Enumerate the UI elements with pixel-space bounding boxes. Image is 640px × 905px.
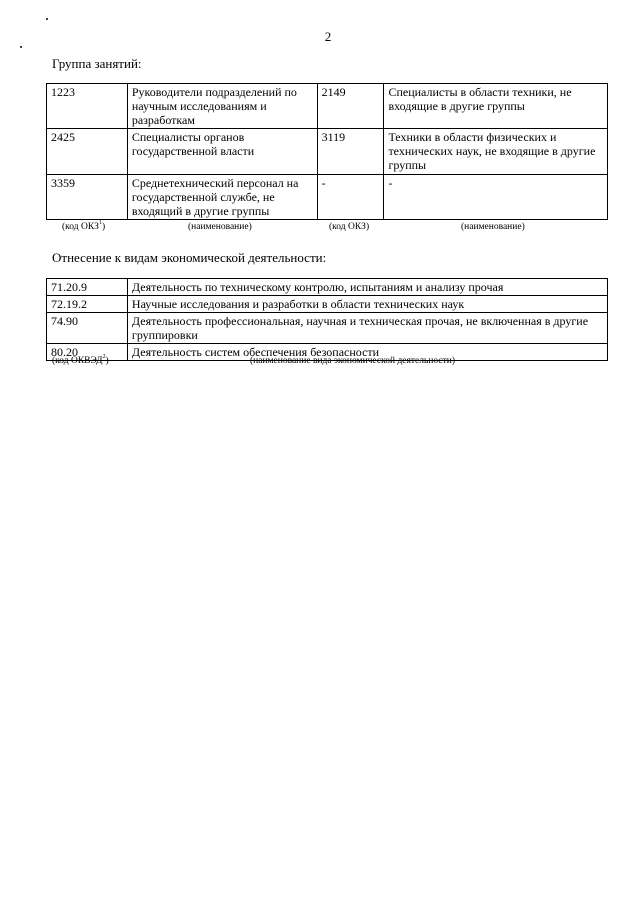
- okved-name-cell: Научные исследования и разработки в области технических наук: [127, 296, 607, 313]
- okz-code-caption: [62, 222, 105, 232]
- table-row: [47, 296, 608, 313]
- occupation-table: [46, 83, 608, 220]
- okz-code-caption-text: (код ОКЗ: [62, 222, 99, 232]
- okz-code-cell: 3359: [47, 175, 128, 220]
- okz-code-caption-tail: ): [101, 222, 106, 232]
- okved-code-cell: 74.90: [47, 313, 128, 344]
- okz-code-cell: 3119: [317, 129, 384, 175]
- okz-name-cell: Техники в области физических и технических наук, не входящие в другие группы: [384, 129, 608, 175]
- scan-speck: [46, 18, 48, 20]
- page-number: 2: [324, 29, 332, 44]
- okz-code-cell: -: [317, 175, 384, 220]
- footnote-marker: 1: [98, 220, 102, 226]
- scan-speck: [20, 46, 22, 48]
- okz-name-caption: (наименование): [188, 222, 252, 232]
- table-row: [47, 313, 608, 344]
- table-row: [47, 129, 608, 175]
- okved-code-cell: 72.19.2: [47, 296, 128, 313]
- table-row: [47, 175, 608, 220]
- okz-name-cell: Руководители подразделений по научным исследованиям и разработкам: [127, 84, 317, 129]
- activity-table: [46, 278, 608, 361]
- okz-code-caption: (код ОКЗ): [329, 222, 370, 232]
- occupation-group-heading: Группа занятий:: [52, 56, 142, 71]
- okz-name-cell: -: [384, 175, 608, 220]
- okz-name-cell: Среднетехнический персонал на государственной службе, не входящий в другие группы: [127, 175, 317, 220]
- okved-code-caption-text: (код ОКВЭД: [52, 356, 103, 366]
- okved-code-caption-tail: ): [105, 356, 109, 366]
- okved-name-cell: Деятельность систем обеспечения безопасности: [127, 344, 607, 361]
- okz-code-cell: 2425: [47, 129, 128, 175]
- footnote-marker: 2: [102, 354, 106, 360]
- okz-code-cell: 2149: [317, 84, 384, 129]
- okved-name-cell: Деятельность по техническому контролю, испытаниям и анализу прочая: [127, 279, 607, 296]
- okved-name-caption: (наименование вида экономической деятельности): [250, 356, 455, 366]
- okved-code-cell: 80.20: [47, 344, 128, 361]
- activity-types-heading: Отнесение к видам экономической деятельности:: [52, 250, 327, 265]
- okved-name-cell: Деятельность профессиональная, научная и техническая прочая, не включенная в другие группировки: [127, 313, 607, 344]
- okz-name-cell: Специалисты органов государственной власти: [127, 129, 317, 175]
- okved-code-caption: [52, 356, 109, 366]
- okz-name-cell: Специалисты в области техники, не входящие в другие группы: [384, 84, 608, 129]
- okz-code-cell: 1223: [47, 84, 128, 129]
- okved-code-cell: 71.20.9: [47, 279, 128, 296]
- okz-name-caption: (наименование): [461, 222, 525, 232]
- table-row: [47, 84, 608, 129]
- table-row: [47, 279, 608, 296]
